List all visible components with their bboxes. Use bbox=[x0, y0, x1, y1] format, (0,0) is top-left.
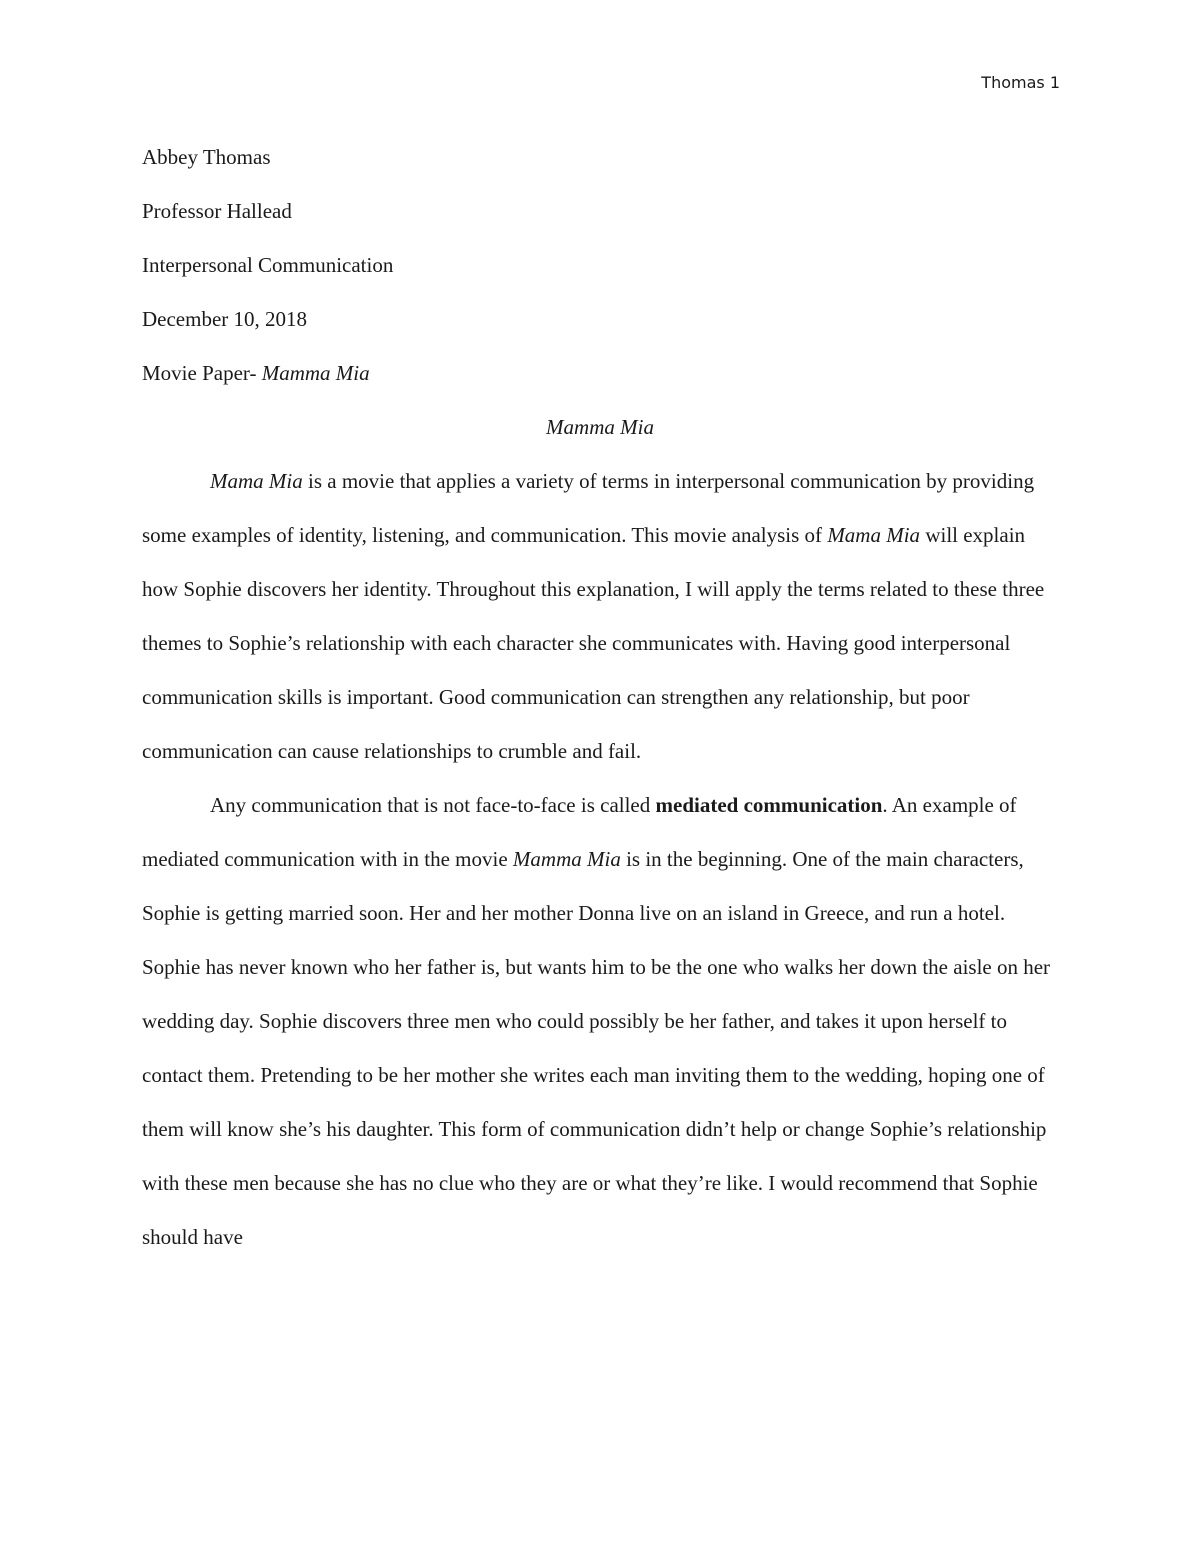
paragraph-intro bbox=[142, 454, 1058, 778]
text-run: . An example of mediated communication with in the movie bbox=[142, 793, 1017, 871]
emphasis-italic: Mamma Mia bbox=[512, 847, 621, 871]
paper-date: December 10, 2018 bbox=[142, 307, 308, 331]
student-name: Abbey Thomas bbox=[142, 145, 271, 169]
assignment-movie-title: Mamma Mia bbox=[261, 361, 370, 385]
paper-title: Mamma Mia bbox=[546, 415, 654, 439]
course-name: Interpersonal Communication bbox=[142, 253, 394, 277]
assignment-prefix: Movie Paper- bbox=[142, 361, 262, 385]
text-run: will explain how Sophie discovers her identity. Throughout this explanation, I will apply the terms related to these three themes to Sophie’s relationship with each character she communicates with. Having good interpersonal communication skills is important. Good communication can strengthen any relationship, but poor communication can cause relationships to crumble and fail. bbox=[142, 523, 1045, 763]
emphasis-italic: Mama Mia bbox=[827, 523, 921, 547]
running-head: Thomas 1 bbox=[981, 73, 1060, 92]
emphasis-bold: mediated communication bbox=[655, 793, 883, 817]
document-body bbox=[142, 130, 1058, 1264]
text-run: Any communication that is not face-to-face is called bbox=[210, 793, 656, 817]
professor-name: Professor Hallead bbox=[142, 199, 292, 223]
paragraph-mediated-communication bbox=[142, 778, 1058, 1264]
text-run: is in the beginning. One of the main characters, Sophie is getting married soon. Her and her mother Donna live on an island in Greece, and run a hotel. Sophie has never known who her father is, but wants him to be the one who walks her down the aisle on her wedding day. Sophie discovers three men who could possibly be her father, and takes it upon herself to contact them. Pretending to be her mother she writes each man inviting them to the wedding, hoping one of them will know she’s his daughter. This form of communication didn’t help or change Sophie’s relationship with these men because she has no clue who they are or what they’re like. I would recommend that Sophie should have bbox=[142, 847, 1051, 1249]
text-run: is a movie that applies a variety of terms in interpersonal communication by providing some examples of identity, listening, and communication. This movie analysis of bbox=[142, 469, 1035, 547]
assignment-line bbox=[142, 346, 1058, 400]
emphasis-italic: Mama Mia bbox=[210, 469, 303, 493]
